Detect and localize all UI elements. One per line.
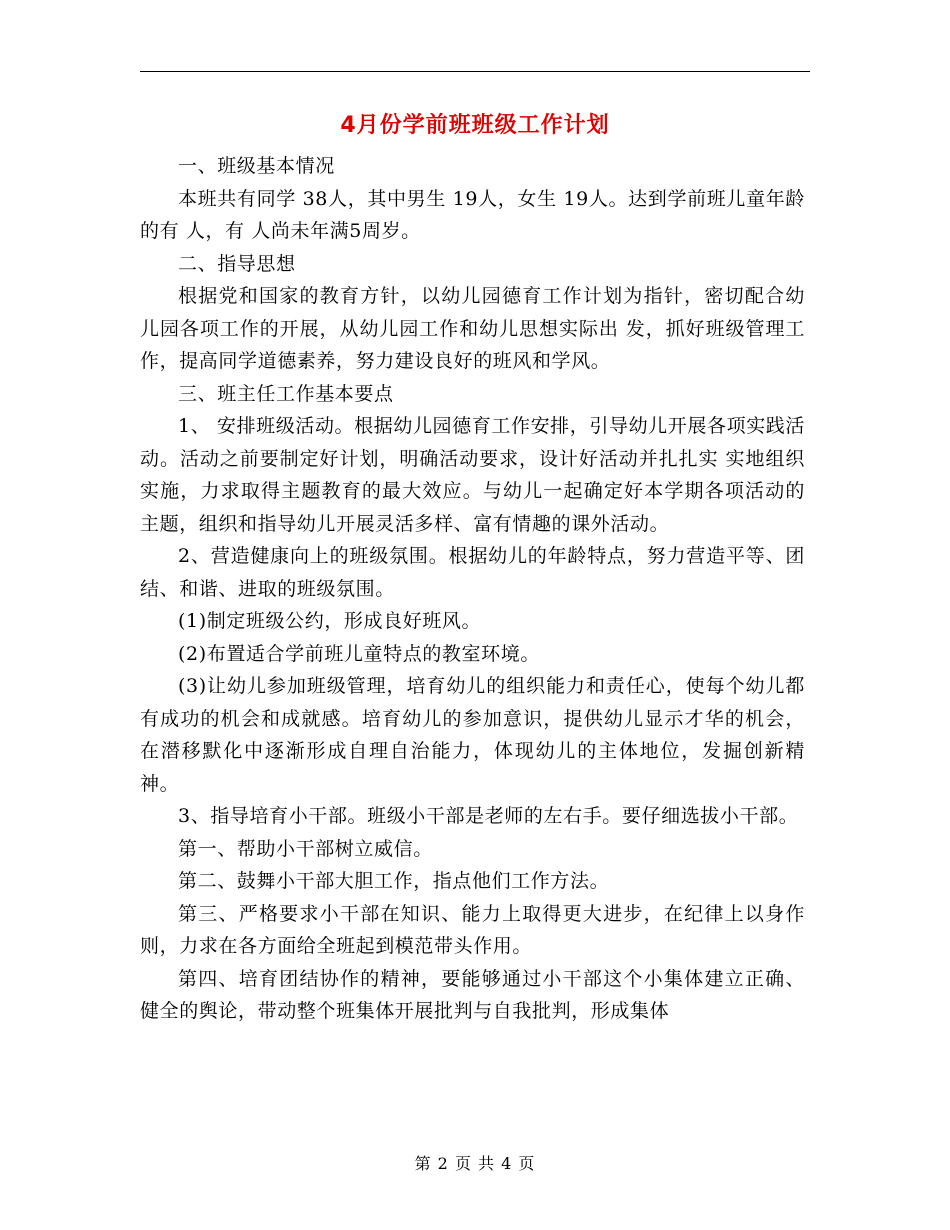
list-item: (1)制定班级公约，形成良好班风。 (178, 610, 482, 632)
document-body (140, 150, 805, 1028)
list-item: (3)让幼儿参加班级管理，培育幼儿的组织能力和责任心，使每个幼儿都有成功的机会和成就感。培育幼儿的参加意识，提供幼儿显示才华的机会，在潜移默化中逐渐形成自理自治能力，体现幼儿的主体地位，发掘创新精神。 (140, 675, 805, 795)
header-rule (140, 71, 810, 72)
paragraph: 1、 安排班级活动。根据幼儿园德育工作安排，引导幼儿开展各项实践活动。活动之前要制定好计划，明确活动要求，设计好活动并扎扎实 实地组织实施，力求取得主题教育的最大效应。与幼儿一起确定好本学期各项活动的主题，组织和指导幼儿开展灵活多样、富有情趣的课外活动。 (140, 415, 805, 535)
paragraph: 2、营造健康向上的班级氛围。根据幼儿的年龄特点，努力营造平等、团结、和谐、进取的班级氛围。 (140, 545, 805, 600)
page-number-footer: 第 2 页 共 4 页 (414, 1154, 536, 1173)
list-item: 第二、鼓舞小干部大胆工作，指点他们工作方法。 (178, 870, 610, 892)
paragraph: 本班共有同学 38人，其中男生 19人，女生 19人。达到学前班儿童年龄的有 人，有 人尚未年满5周岁。 (140, 187, 805, 242)
paragraph: 根据党和国家的教育方针，以幼儿园德育工作计划为指针，密切配合幼儿园各项工作的开展，从幼儿园工作和幼儿思想实际出 发，抓好班级管理工作，提高同学道德素养，努力建设良好的班风和学风。 (140, 285, 805, 372)
list-item: 第三、严格要求小干部在知识、能力上取得更大进步，在纪律上以身作则，力求在各方面给全班起到模范带头作用。 (140, 902, 805, 957)
list-item: 第一、帮助小干部树立威信。 (178, 837, 433, 860)
section-heading-key-points: 三、班主任工作基本要点 (178, 382, 394, 405)
document-title: 4月份学前班班级工作计划 (340, 113, 610, 138)
list-item: 第四、培育团结协作的精神，要能够通过小干部这个小集体建立正确、健全的舆论，带动整个班集体开展批判与自我批判，形成集体 (140, 967, 805, 1022)
list-item: (2)布置适合学前班儿童特点的教室环境。 (178, 642, 540, 665)
section-heading-guiding-thought: 二、指导思想 (178, 252, 296, 275)
section-heading-basic-info: 一、班级基本情况 (178, 155, 335, 177)
paragraph: 3、指导培育小干部。班级小干部是老师的左右手。要仔细选拔小干部。 (178, 805, 799, 827)
